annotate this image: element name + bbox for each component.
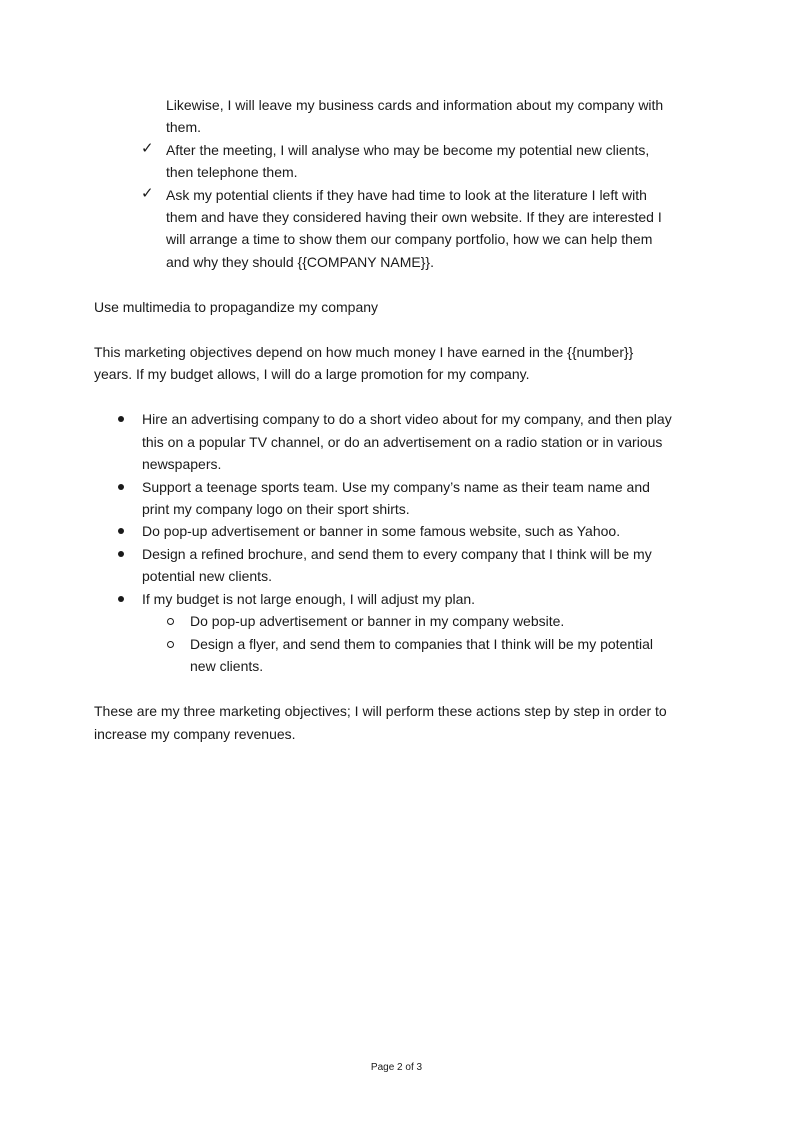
checklist-item-line: will arrange a time to show them our company portfolio, how we can help them	[166, 231, 653, 247]
sub-bullet-icon	[167, 641, 174, 648]
bullet-item-line: Hire an advertising company to do a short video about for my company, and then play	[142, 411, 672, 427]
checklist-continued-line: Likewise, I will leave my business cards and information about my company with	[166, 97, 664, 113]
checkmark-icon: ✓	[141, 140, 154, 157]
section-heading: Use multimedia to propagandize my company	[94, 299, 379, 315]
bullet-item-line: Design a refined brochure, and send them to every company that I think will be my	[142, 546, 652, 562]
bullet-item-line: If my budget is not large enough, I will adjust my plan.	[142, 591, 476, 607]
sub-bullet-item-line: new clients.	[190, 658, 264, 674]
bullet-icon	[118, 596, 124, 602]
bullet-item-line: potential new clients.	[142, 568, 272, 584]
checklist-item-line: After the meeting, I will analyse who may be become my potential new clients,	[166, 142, 650, 158]
checklist-item-line: Ask my potential clients if they have had time to look at the literature I left with	[166, 187, 647, 203]
paragraph-line: These are my three marketing objectives; I will perform these actions step by step in order to	[94, 703, 667, 719]
bullet-icon	[118, 551, 124, 557]
bullet-icon	[118, 416, 124, 422]
checkmark-icon: ✓	[141, 185, 154, 202]
sub-bullet-icon	[167, 618, 174, 625]
bullet-item-line: this on a popular TV channel, or do an advertisement on a radio station or in various	[142, 434, 663, 450]
paragraph-line: increase my company revenues.	[94, 726, 296, 742]
bullet-item-line: Do pop-up advertisement or banner in some famous website, such as Yahoo.	[142, 523, 621, 539]
sub-bullet-item-line: Do pop-up advertisement or banner in my company website.	[190, 613, 565, 629]
checklist-item-line: them and have they considered having their own website. If they are interested I	[166, 209, 662, 225]
checklist-item-line: and why they should {{COMPANY NAME}}.	[166, 254, 434, 270]
bullet-item-line: newspapers.	[142, 456, 222, 472]
checklist-item-line: then telephone them.	[166, 164, 298, 180]
bullet-icon	[118, 528, 124, 534]
bullet-item-line: print my company logo on their sport shirts.	[142, 501, 410, 517]
page-number-footer: Page 2 of 3	[370, 1062, 423, 1073]
paragraph-line: This marketing objectives depend on how much money I have earned in the {{number}}	[94, 344, 634, 360]
bullet-icon	[118, 484, 124, 490]
checklist-continued-line: them.	[166, 119, 202, 135]
paragraph-line: years. If my budget allows, I will do a large promotion for my company.	[94, 366, 530, 382]
bullet-item-line: Support a teenage sports team. Use my company’s name as their team name and	[142, 479, 650, 495]
sub-bullet-item-line: Design a flyer, and send them to companies that I think will be my potential	[190, 636, 654, 652]
